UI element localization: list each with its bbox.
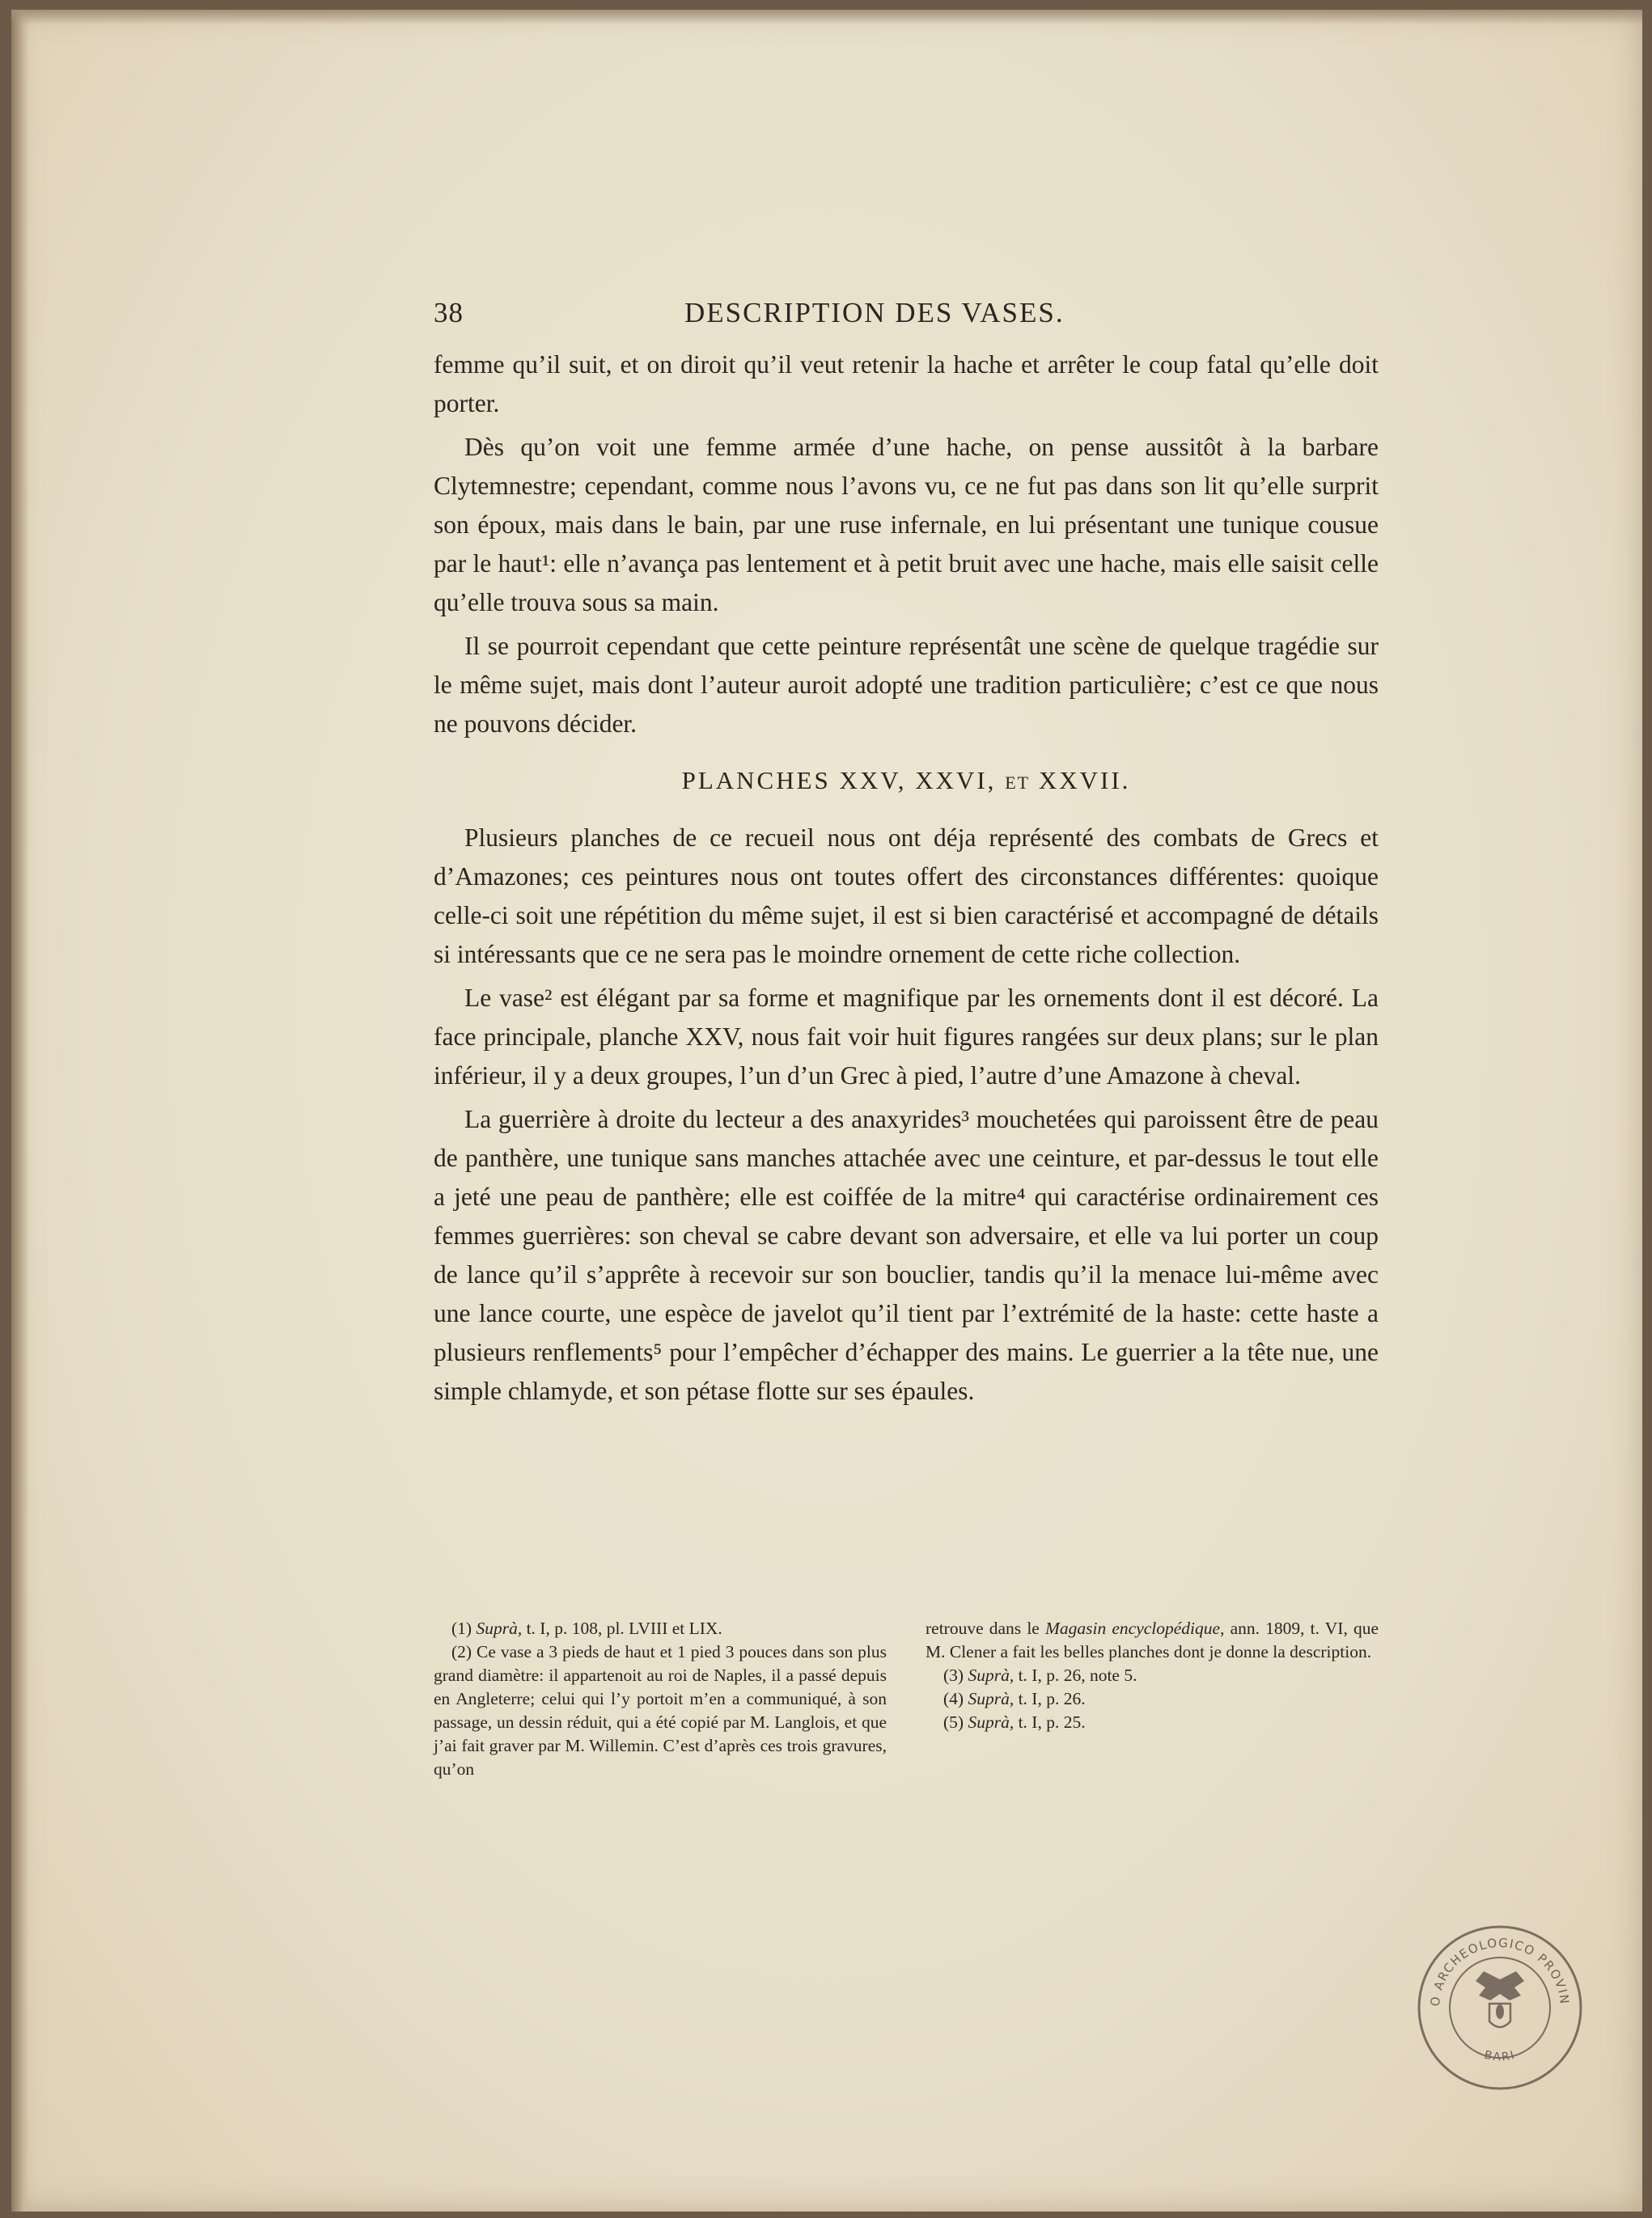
paragraph: Il se pourroit cependant que cette peinture représentât une scène de quelque tragédie sur le même sujet, mais dont l’auteur auroit adopté une tradition particulière; c’est ce que nous ne pouvons décider. [434,632,1379,738]
paragraph: Le vase² est élégant par sa forme et magnifique par les ornements dont il est décoré. La face principale, planche XXV, nous fait voir huit figures rangées sur deux plans; sur le plan inférieur, il y a deux groupes, l’un d’un Grec à pied, l’autre d’une Amazone à cheval. [434,984,1379,1090]
page-edge-left [11,10,29,2212]
section-heading [434,763,1379,801]
section-heading-last: XXVII. [1038,766,1131,794]
footnote-1: (1) Suprà, t. I, p. 108, pl. LVIII et LIX. [451,1619,722,1638]
svg-text:MUSEO ARCHEOLOGICO PROVINCIALE: O ARCHEOLOGICO PROVIN [1427,1935,1573,2008]
paragraph: femme qu’il suit, et on diroit qu’il veut retenir la hache et arrêter le coup fatal qu’elle doit porter. [434,350,1379,417]
paragraph: La guerrière à droite du lecteur a des anaxyrides³ mouchetées qui paroissent être de peau de panthère, une tunique sans manches attachée avec une ceinture, et par-dessus le tout elle a jeté une peau de panthère; elle est coiffée de la mitre⁴ qui caractérise ordinairement ces femmes guerrières: son cheval se cabre devant son adversaire, et elle va lui porter un coup de lance qu’il s’apprête à recevoir sur son bouclier, tandis qu’il la menace lui-même avec une lance courte, une espèce de javelot qu’il tient par l’extrémité de la haste: cette haste a plusieurs renflements⁵ pour l’empêcher d’échapper des mains. Le guerrier a la tête nue, une simple chlamyde, et son pétase flotte sur ses épaules. [434,1105,1379,1405]
museum-stamp-seal [1415,1923,1585,2093]
body-text [434,345,1379,1411]
page-sheet [11,10,1642,2212]
footnote-2: (2) Ce vase a 3 pieds de haut et 1 pied 3 pouces dans son plus grand diamètre: il appartenoit au roi de Naples, il a passé depuis en Angleterre; celui qui l’y portoit m’en a communiqué, à son passage, un dessin réduit, qui a été copié par M. Langlois, et que j’ai fait graver par M. Willemin. C’est d’après ces trois gravures, qu’on [434,1642,887,1779]
running-head [434,297,1379,345]
eagle-crest-icon [1476,1971,1524,2027]
footnote-5: (5) Suprà, t. I, p. 25. [943,1712,1086,1732]
page-number: 38 [434,297,464,328]
header-title: DESCRIPTION DES VASES. [684,297,1065,328]
footnote-column-right [926,1617,1379,1781]
footnotes [434,1617,1379,1781]
museum-stamp [1415,1923,1585,2093]
paragraph: Plusieurs planches de ce recueil nous ont déja représenté des combats de Grecs et d’Amazones; ces peintures nous ont toutes offert des circonstances différentes: quoique celle-ci soit une répétition du même sujet, il est si bien caractérisé et accompagné de détails si intéressants que ce ne sera pas le moindre ornement de cette riche collection. [434,823,1379,968]
paragraph: Dès qu’on voit une femme armée d’une hache, on pense aussitôt à la barbare Clytemnestre; cependant, comme nous l’avons vu, ce ne fut pas dans son lit qu’elle surprit son époux, mais dans le bain, par une ruse infernale, en lui présentant une tunique cousue par le haut¹: elle n’avança pas lentement et à petit bruit avec une hache, mais elle saisit celle qu’elle trouva sous sa main. [434,433,1379,616]
footnote-4: (4) Suprà, t. I, p. 26. [943,1689,1086,1708]
svg-text:BARI: BARI [1482,2048,1518,2064]
footnote-column-left [434,1617,887,1781]
text-block [434,297,1379,1779]
section-heading-main: PLANCHES XXV, XXVI, [681,766,997,794]
section-heading-conj: ET [1005,772,1031,793]
footnote-3: (3) Suprà, t. I, p. 26, note 5. [943,1666,1137,1685]
footnote-2-continued: retrouve dans le Magasin encyclopédique, ann. 1809, t. VI, que M. Clener a fait les belles planches dont je donne la description. [926,1619,1379,1661]
page-edge-top [11,10,1642,24]
